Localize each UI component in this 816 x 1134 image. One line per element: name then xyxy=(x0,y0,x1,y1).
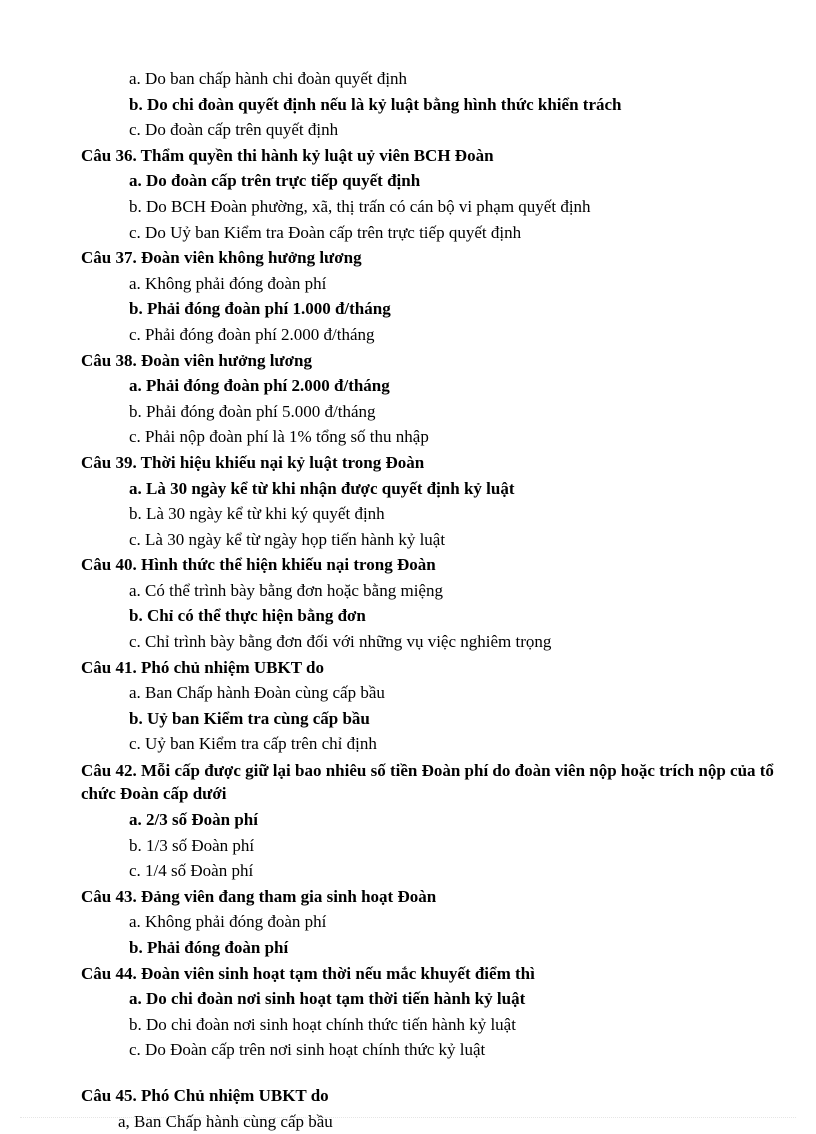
option-38b: b. Phải đóng đoàn phí 5.000 đ/tháng xyxy=(129,401,376,421)
option-35a: a. Do ban chấp hành chi đoàn quyết định xyxy=(129,69,408,88)
option-37b-answer: b. Phải đóng đoàn phí 1.000 đ/tháng xyxy=(129,299,391,319)
option-35c: c. Do đoàn cấp trên quyết định xyxy=(129,120,339,140)
option-41a: a. Ban Chấp hành Đoàn cùng cấp bầu xyxy=(129,683,385,703)
question-44: Câu 44. Đoàn viên sinh hoạt tạm thời nếu mắc khuyết điểm thì xyxy=(81,963,535,983)
question-38: Câu 38. Đoàn viên hưởng lương xyxy=(81,350,313,370)
question-36: Câu 36. Thẩm quyền thi hành kỷ luật uỷ viên BCH Đoàn xyxy=(81,145,494,165)
option-39a-answer: a. Là 30 ngày kể từ khi nhận được quyết định kỷ luật xyxy=(129,478,515,498)
question-41: Câu 41. Phó chủ nhiệm UBKT do xyxy=(81,657,324,677)
question-40: Câu 40. Hình thức thể hiện khiếu nại trong Đoàn xyxy=(81,555,436,575)
question-43: Câu 43. Đảng viên đang tham gia sinh hoạt Đoàn xyxy=(81,886,437,906)
option-42b: b. 1/3 số Đoàn phí xyxy=(129,835,255,855)
option-43a: a. Không phải đóng đoàn phí xyxy=(129,912,327,932)
option-36a-answer: a. Do đoàn cấp trên trực tiếp quyết định xyxy=(129,171,421,191)
option-44b: b. Do chi đoàn nơi sinh hoạt chính thức tiến hành kỷ luật xyxy=(129,1014,516,1034)
option-40b-answer: b. Chỉ có thể thực hiện bằng đơn xyxy=(129,606,366,626)
option-43b-answer: b. Phải đóng đoàn phí xyxy=(129,938,289,957)
option-37c: c. Phải đóng đoàn phí 2.000 đ/tháng xyxy=(129,324,375,344)
option-38a-answer: a. Phải đóng đoàn phí 2.000 đ/tháng xyxy=(129,376,390,396)
option-41b-answer: b. Uỷ ban Kiểm tra cùng cấp bầu xyxy=(129,708,370,728)
option-39c: c. Là 30 ngày kể từ ngày họp tiến hành kỷ luật xyxy=(129,529,446,549)
option-36b: b. Do BCH Đoàn phường, xã, thị trấn có cán bộ vi phạm quyết định xyxy=(129,196,591,216)
option-36c: c. Do Uỷ ban Kiểm tra Đoàn cấp trên trực tiếp quyết định xyxy=(129,222,522,242)
option-42c: c. 1/4 số Đoàn phí xyxy=(129,861,254,881)
option-39b: b. Là 30 ngày kể từ khi ký quyết định xyxy=(129,504,385,524)
option-40a: a. Có thể trình bày bằng đơn hoặc bằng miệng xyxy=(129,580,443,600)
page-bottom-divider xyxy=(20,1117,796,1118)
option-44a-answer: a. Do chi đoàn nơi sinh hoạt tạm thời tiến hành kỷ luật xyxy=(129,989,526,1009)
question-45: Câu 45. Phó Chủ nhiệm UBKT do xyxy=(81,1085,329,1105)
option-44c: c. Do Đoàn cấp trên nơi sinh hoạt chính thức kỷ luật xyxy=(129,1040,486,1060)
option-41c: c. Uỷ ban Kiểm tra cấp trên chỉ định xyxy=(129,734,377,754)
option-35b-answer: b. Do chi đoàn quyết định nếu là kỷ luật bằng hình thức khiển trách xyxy=(129,94,622,114)
paragraph-gap xyxy=(0,1063,816,1083)
question-39: Câu 39. Thời hiệu khiếu nại kỷ luật trong Đoàn xyxy=(81,452,425,472)
question-42: Câu 42. Mỗi cấp được giữ lại bao nhiêu số tiền Đoàn phí do đoàn viên nộp hoặc trích nộp của tổ chức Đoàn cấp dưới xyxy=(81,761,774,804)
option-42a-answer: a. 2/3 số Đoàn phí xyxy=(129,810,258,830)
option-45a: a, Ban Chấp hành cùng cấp bầu xyxy=(118,1111,333,1131)
document-page xyxy=(0,66,816,1134)
question-37: Câu 37. Đoàn viên không hưởng lương xyxy=(81,248,362,268)
option-37a: a. Không phải đóng đoàn phí xyxy=(129,273,327,293)
option-38c: c. Phải nộp đoàn phí là 1% tổng số thu nhập xyxy=(129,427,429,447)
option-40c: c. Chỉ trình bày bằng đơn đối với những vụ việc nghiêm trọng xyxy=(129,632,552,652)
